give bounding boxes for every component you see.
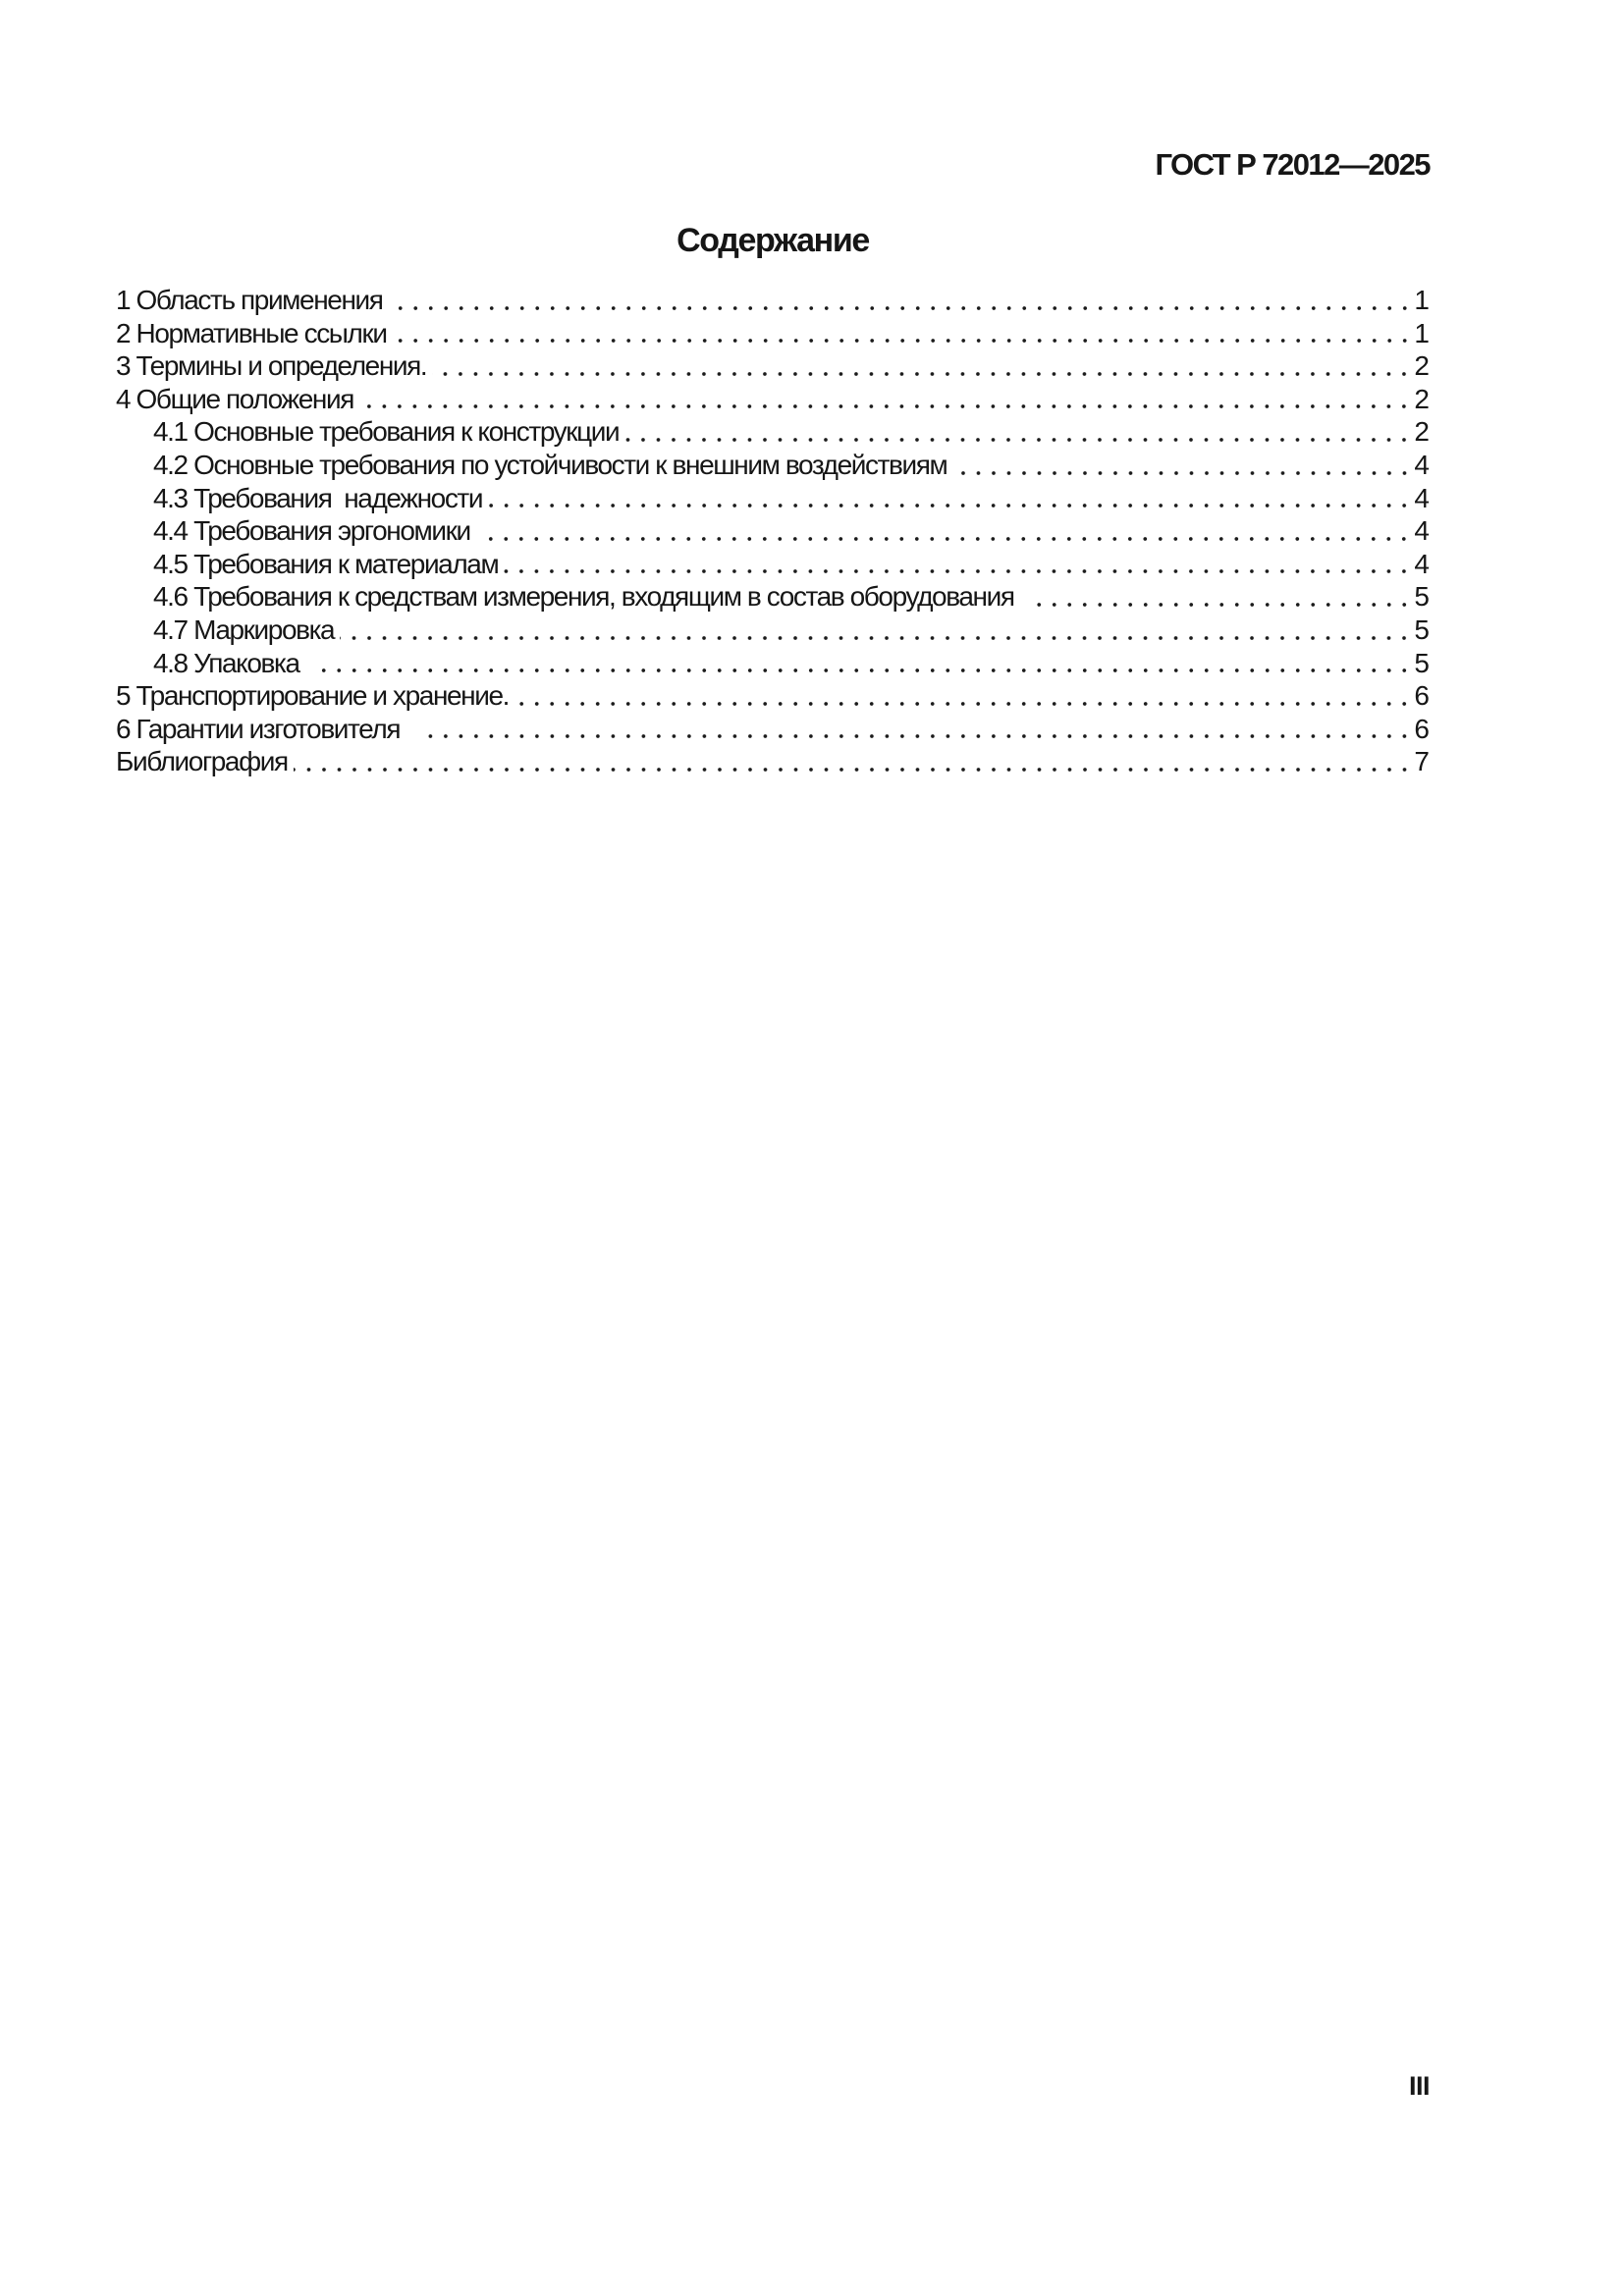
toc-leader-dots [365, 383, 1412, 416]
toc-row [116, 317, 1430, 350]
toc-row [116, 614, 1430, 647]
toc-row [116, 482, 1430, 515]
toc-entry-label: 4.5 Требования к материалам [153, 548, 499, 579]
toc-leader-dots [1026, 580, 1412, 614]
toc-page-number: 4 [1414, 449, 1430, 480]
toc-row [116, 514, 1430, 548]
toc-leader-dots [504, 548, 1412, 581]
toc-row [116, 349, 1430, 383]
toc-row [116, 548, 1430, 581]
toc-entry-label: 4.6 Требования к средствам измерения, входящим в состав оборудования [153, 581, 1021, 613]
toc-leader-dots [393, 317, 1412, 350]
toc-leader-dots [294, 745, 1412, 778]
toc-page-number: 2 [1414, 383, 1430, 414]
toc-entry-label: 5 Транспортирование и хранение. [116, 680, 510, 712]
toc-entry-label: 3 Термины и определения. [116, 350, 427, 382]
toc-entry-label: 4.3 Требования надежности [153, 482, 483, 513]
toc-entry-label: 4.2 Основные требования по устойчивости к внешним воздействиям [153, 449, 953, 480]
toc-page-number: 4 [1414, 515, 1430, 547]
toc-page-number: 1 [1414, 285, 1430, 315]
toc-list [116, 284, 1430, 778]
toc-page-number: 5 [1414, 614, 1430, 645]
toc-leader-dots [311, 647, 1412, 680]
toc-row [116, 284, 1430, 317]
toc-entry-label: 4.8 Упаковка [153, 647, 305, 678]
toc-leader-dots [488, 482, 1412, 515]
toc-leader-dots [418, 713, 1412, 746]
toc-row [116, 383, 1430, 416]
toc-page-number: 2 [1414, 350, 1430, 382]
toc-row [116, 415, 1430, 449]
toc-row [116, 713, 1430, 746]
toc-leader-dots [432, 349, 1412, 383]
toc-row [116, 647, 1430, 680]
toc-row [116, 745, 1430, 778]
footer-page-number: III [1408, 2071, 1430, 2101]
toc-leader-dots [624, 415, 1412, 449]
toc-page-number: 5 [1414, 647, 1430, 678]
toc-entry-label: 4.4 Требования эргономики [153, 515, 483, 547]
toc-entry-label: 4 Общие положения [116, 383, 360, 414]
toc-entry-label: 4.1 Основные требования к конструкции [153, 416, 620, 448]
toc-row [116, 679, 1430, 713]
toc-page-number: 1 [1414, 317, 1430, 348]
toc-entry-label: Библиография [116, 746, 288, 777]
toc-row [116, 449, 1430, 482]
toc-page-number: 2 [1414, 416, 1430, 448]
toc-page-number: 6 [1414, 680, 1430, 712]
toc-entry-label: 2 Нормативные ссылки [116, 317, 387, 348]
toc-page-number: 6 [1414, 713, 1430, 744]
toc-leader-dots [514, 679, 1412, 713]
toc-leader-dots [488, 514, 1412, 548]
standard-number: ГОСТ Р 72012—2025 [1155, 147, 1430, 182]
toc-entry-label: 4.7 Маркировка [153, 614, 335, 645]
toc-page-number: 7 [1414, 746, 1430, 777]
toc-entry-label: 1 Область применения [116, 285, 383, 315]
toc-leader-dots [340, 614, 1412, 647]
toc-page-number: 4 [1414, 548, 1430, 579]
toc-leader-dots [959, 449, 1412, 482]
toc-entry-label: 6 Гарантии изготовителя [116, 713, 412, 744]
toc-row [116, 580, 1430, 614]
toc-page-number: 5 [1414, 581, 1430, 613]
toc-page-number: 4 [1414, 482, 1430, 513]
page-title: Содержание [677, 222, 869, 259]
toc-leader-dots [389, 284, 1412, 317]
